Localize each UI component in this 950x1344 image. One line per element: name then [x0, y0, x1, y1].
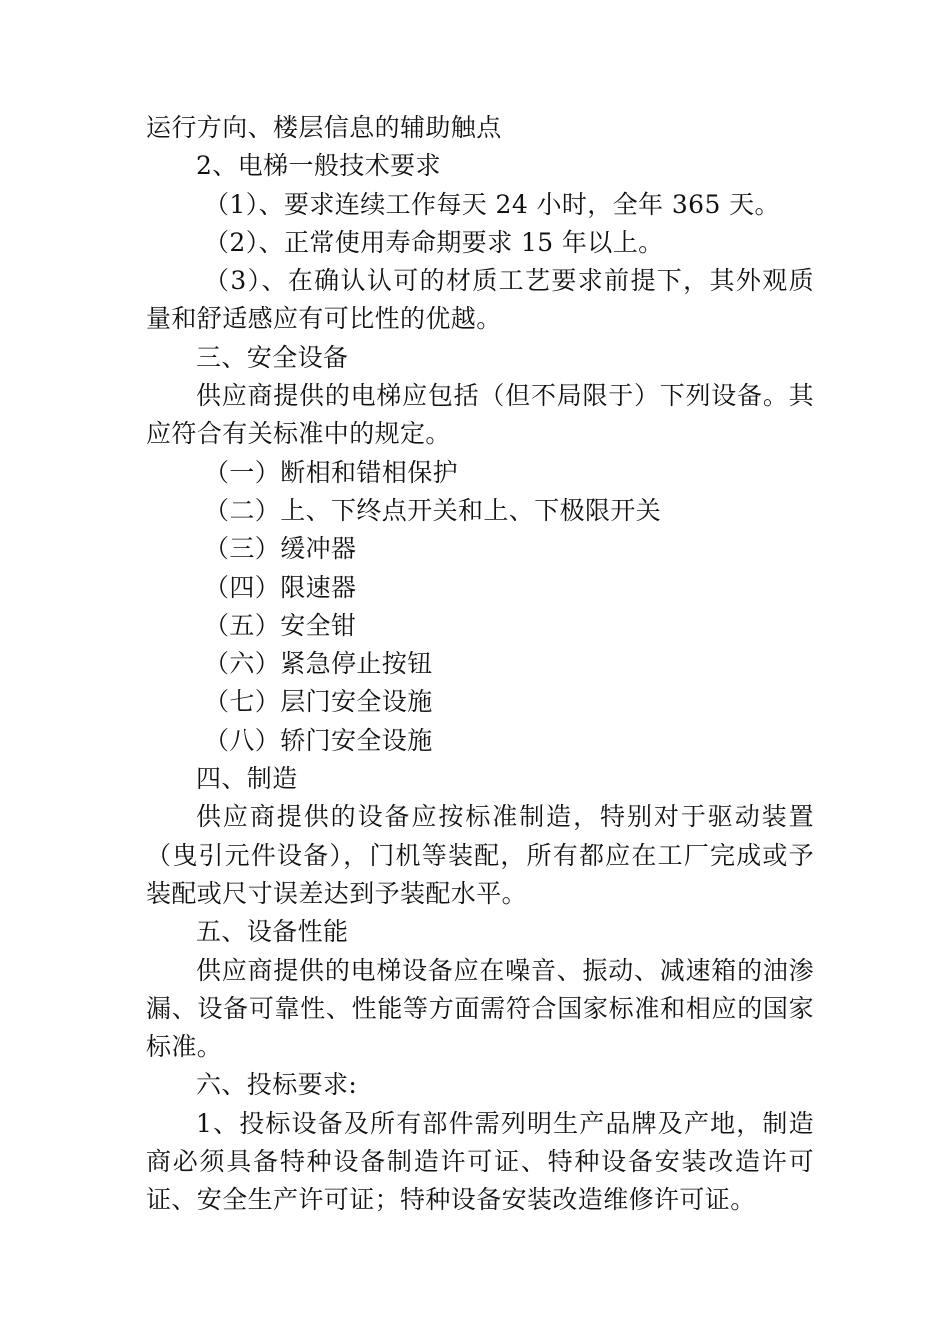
list-item-emergency-stop: （六）紧急停止按钮	[204, 649, 433, 679]
heading-safety-equipment: 三、安全设备	[196, 342, 349, 372]
list-item-appearance-quality: （3）、在确认认可的材质工艺要求前提下，其外观质量和舒适感应有可比性的优越。	[146, 266, 814, 334]
list-item-service-life: （2）、正常使用寿命期要求 15 年以上。	[204, 227, 664, 257]
list-item-limit-switches: （二）上、下终点开关和上、下极限开关	[204, 495, 662, 525]
list-item-car-door-safety: （八）轿门安全设施	[204, 725, 433, 755]
paragraph-bid-requirement-1: 1、投标设备及所有部件需列明生产品牌及产地，制造商必须具备特种设备制造许可证、特种设备安装改造许可证、安全生产许可证；特种设备安装改造维修许可证。	[146, 1108, 814, 1215]
list-item-buffer: （三）缓冲器	[204, 534, 357, 564]
heading-bid-requirements: 六、投标要求:	[196, 1070, 358, 1100]
paragraph-safety-intro: 供应商提供的电梯应包括（但不局限于）下列设备。其应符合有关标准中的规定。	[146, 381, 814, 449]
list-item-continuous-operation: （1）、要求连续工作每天 24 小时，全年 365 天。	[204, 189, 780, 219]
heading-general-requirements: 2、电梯一般技术要求	[196, 151, 441, 181]
list-item-landing-door-safety: （七）层门安全设施	[204, 687, 433, 717]
paragraph-performance: 供应商提供的电梯设备应在噪音、振动、减速箱的油渗漏、设备可靠性、性能等方面需符合国家标准和相应的国家标准。	[146, 955, 814, 1062]
paragraph-aux-contacts: 运行方向、楼层信息的辅助触点	[146, 113, 502, 142]
list-item-phase-protection: （一）断相和错相保护	[204, 457, 459, 487]
heading-manufacturing: 四、制造	[196, 764, 298, 794]
heading-performance: 五、设备性能	[196, 917, 349, 947]
list-item-safety-gear: （五）安全钳	[204, 610, 357, 640]
paragraph-manufacturing: 供应商提供的设备应按标准制造，特别对于驱动装置（曳引元件设备），门机等装配，所有都应在工厂完成或予装配或尺寸误差达到予装配水平。	[146, 802, 814, 908]
list-item-speed-governor: （四）限速器	[204, 572, 357, 602]
document-body	[146, 109, 814, 1220]
